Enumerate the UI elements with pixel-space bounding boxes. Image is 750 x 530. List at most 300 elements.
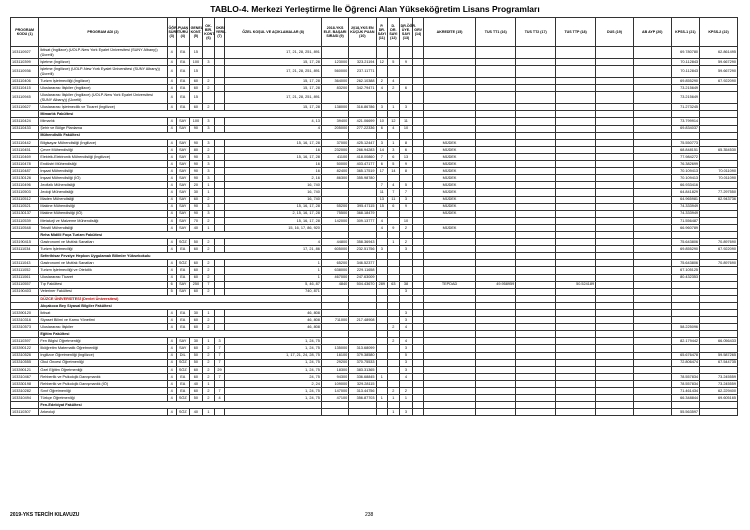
table-cell bbox=[214, 224, 225, 231]
table-cell: 37000 bbox=[321, 139, 348, 146]
table-cell: 70.897690 bbox=[700, 260, 738, 267]
table-cell bbox=[596, 85, 634, 92]
table-cell: 1 bbox=[399, 395, 413, 402]
table-cell bbox=[11, 331, 39, 338]
table-cell: 60 bbox=[189, 317, 203, 324]
table-cell: 67.544735 bbox=[700, 359, 738, 366]
table-cell: 4 bbox=[167, 139, 176, 146]
table-cell: 358.36943 bbox=[349, 239, 376, 246]
faculty-row bbox=[11, 302, 738, 309]
table-cell bbox=[423, 324, 476, 331]
table-cell bbox=[376, 380, 388, 387]
table-cell bbox=[633, 47, 671, 59]
table-row bbox=[11, 146, 738, 153]
table-cell bbox=[700, 345, 738, 352]
table-cell bbox=[349, 310, 376, 317]
table-row bbox=[11, 189, 738, 196]
table-cell bbox=[399, 267, 413, 274]
table-cell bbox=[556, 118, 596, 125]
table-cell: 15, 16, 17, 28 bbox=[225, 153, 322, 160]
table-cell bbox=[516, 182, 556, 189]
table-cell bbox=[476, 161, 516, 168]
table-cell: 7 bbox=[214, 388, 225, 395]
program-name-cell: İnşaat Mühendisliği bbox=[39, 168, 167, 175]
program-code-cell: 103310526 bbox=[11, 352, 39, 359]
table-cell: 4 bbox=[167, 246, 176, 253]
table-cell: 1 bbox=[203, 224, 215, 231]
table-row bbox=[11, 168, 738, 175]
program-name-cell: Maden Mühendisliği bbox=[39, 196, 167, 203]
table-cell: MÜDEK bbox=[423, 153, 476, 160]
table-cell bbox=[413, 153, 424, 160]
table-cell bbox=[399, 253, 413, 260]
table-cell bbox=[476, 203, 516, 210]
table-cell bbox=[413, 281, 424, 288]
table-cell bbox=[633, 352, 671, 359]
table-cell: 4 bbox=[167, 373, 176, 380]
table-cell bbox=[476, 388, 516, 395]
table-cell: 60 bbox=[189, 267, 203, 274]
table-cell: 1, 24, 75 bbox=[225, 359, 322, 366]
table-cell bbox=[214, 125, 225, 132]
table-cell bbox=[596, 388, 634, 395]
table-cell bbox=[413, 85, 424, 92]
table-cell bbox=[423, 253, 476, 260]
table-cell bbox=[556, 132, 596, 139]
table-cell bbox=[321, 310, 348, 317]
table-cell bbox=[423, 66, 476, 78]
table-cell: 2 bbox=[203, 78, 215, 85]
column-header: TUS TTP (18) bbox=[556, 18, 596, 47]
table-cell bbox=[476, 239, 516, 246]
column-header: OKBİ YERL. (7) bbox=[214, 18, 225, 47]
table-cell: 17, 21, 86 bbox=[225, 246, 322, 253]
faculty-row bbox=[11, 231, 738, 238]
table-cell: 46, 808 bbox=[225, 310, 322, 317]
table-cell: 20 bbox=[189, 182, 203, 189]
table-cell bbox=[11, 295, 39, 302]
table-cell bbox=[321, 182, 348, 189]
table-cell bbox=[633, 224, 671, 231]
table-cell: 4840 bbox=[321, 281, 348, 288]
table-cell: MÜDEK bbox=[423, 168, 476, 175]
table-cell bbox=[556, 373, 596, 380]
table-cell: 41100 bbox=[321, 153, 348, 160]
table-cell: 3 bbox=[203, 153, 215, 160]
table-cell bbox=[671, 295, 699, 302]
table-row bbox=[11, 260, 738, 267]
program-code-cell: 103390120 bbox=[11, 310, 39, 317]
table-cell bbox=[349, 302, 376, 309]
table-cell bbox=[214, 274, 225, 281]
table-cell: 4 bbox=[225, 239, 322, 246]
table-cell bbox=[700, 253, 738, 260]
table-cell bbox=[214, 310, 225, 317]
table-cell bbox=[556, 324, 596, 331]
table-cell bbox=[633, 253, 671, 260]
program-code-cell: 103110406 bbox=[11, 78, 39, 85]
table-cell bbox=[225, 409, 322, 416]
table-cell bbox=[413, 260, 424, 267]
program-name-cell: Uluslararası Ticaret bbox=[39, 274, 167, 281]
table-cell bbox=[516, 168, 556, 175]
table-cell bbox=[423, 47, 476, 59]
table-cell bbox=[423, 409, 476, 416]
table-cell bbox=[476, 267, 516, 274]
table-cell: 66.933416 bbox=[671, 182, 699, 189]
table-cell bbox=[596, 139, 634, 146]
table-cell: 15, 16, 17, 28 bbox=[225, 139, 322, 146]
program-name-cell: Bilgisayar Mühendisliği (İngilizce) bbox=[39, 139, 167, 146]
table-cell: 2 bbox=[399, 388, 413, 395]
table-cell: 7 bbox=[203, 281, 215, 288]
table-cell: 4 bbox=[399, 373, 413, 380]
program-name-cell: Jeoloji Mühendisliği bbox=[39, 189, 167, 196]
table-cell bbox=[700, 139, 738, 146]
table-cell: SÖZ bbox=[176, 366, 189, 373]
table-cell: 237.11771 bbox=[349, 66, 376, 78]
table-cell bbox=[596, 295, 634, 302]
table-cell bbox=[476, 132, 516, 139]
table-cell bbox=[596, 78, 634, 85]
program-name-cell: İşletme (İngilizce) (UOLP-New York Eyalet Üniversitesi (SUNY Albany)) (Ücretli) bbox=[39, 66, 167, 78]
table-cell: 15, 17, 28 bbox=[225, 104, 322, 111]
table-cell bbox=[596, 104, 634, 111]
table-cell: MÜDEK bbox=[423, 182, 476, 189]
program-code-cell: 103130137 bbox=[11, 210, 39, 217]
table-cell: 8 bbox=[399, 139, 413, 146]
program-code-cell: 103310573 bbox=[11, 324, 39, 331]
table-cell: 4 bbox=[167, 409, 176, 416]
table-row bbox=[11, 182, 738, 189]
table-cell bbox=[321, 47, 348, 59]
table-cell bbox=[556, 78, 596, 85]
table-cell: 1 bbox=[225, 274, 322, 281]
table-cell: 7 bbox=[376, 182, 388, 189]
table-cell: 2 bbox=[203, 288, 215, 295]
table-cell bbox=[476, 366, 516, 373]
table-cell: 370.75533 bbox=[349, 359, 376, 366]
table-cell bbox=[413, 203, 424, 210]
table-cell bbox=[671, 331, 699, 338]
table-cell bbox=[423, 118, 476, 125]
table-cell: 2 bbox=[203, 395, 215, 402]
table-cell: 64.841829 bbox=[671, 189, 699, 196]
program-code-cell: 103111052 bbox=[11, 267, 39, 274]
table-cell: 4 bbox=[376, 224, 388, 231]
table-cell: 71.273245 bbox=[671, 104, 699, 111]
table-cell bbox=[671, 310, 699, 317]
table-cell bbox=[700, 231, 738, 238]
table-cell bbox=[516, 92, 556, 104]
table-cell: TEPDAD bbox=[423, 281, 476, 288]
table-cell: 30 bbox=[189, 310, 203, 317]
table-cell bbox=[671, 253, 699, 260]
table-cell: 7 bbox=[399, 189, 413, 196]
program-code-cell: 103110945 bbox=[11, 92, 39, 104]
program-name-cell: Şehir ve Bölge Planlama bbox=[39, 125, 167, 132]
program-code-cell: 103111034 bbox=[11, 246, 39, 253]
table-cell: 467000 bbox=[321, 274, 348, 281]
table-cell: 1, 24, 75 bbox=[225, 366, 322, 373]
table-cell: 60 bbox=[189, 388, 203, 395]
table-cell: 4 bbox=[167, 224, 176, 231]
table-cell bbox=[413, 295, 424, 302]
table-cell: 1, 24, 75 bbox=[225, 345, 322, 352]
table-cell bbox=[476, 111, 516, 118]
table-cell: 2 bbox=[203, 246, 215, 253]
table-cell bbox=[476, 217, 516, 224]
program-code-cell: 103110478 bbox=[11, 161, 39, 168]
table-cell bbox=[214, 380, 225, 387]
table-cell bbox=[556, 246, 596, 253]
table-cell bbox=[633, 210, 671, 217]
table-cell: 72.806474 bbox=[671, 359, 699, 366]
table-cell: 3 bbox=[203, 175, 215, 182]
table-cell bbox=[633, 373, 671, 380]
table-cell: 82400 bbox=[321, 168, 348, 175]
table-cell: 30 bbox=[189, 189, 203, 196]
table-cell: 7 bbox=[214, 345, 225, 352]
table-cell bbox=[214, 196, 225, 203]
table-cell bbox=[671, 288, 699, 295]
table-cell: 6 bbox=[376, 125, 388, 132]
table-row bbox=[11, 388, 738, 395]
table-cell bbox=[633, 203, 671, 210]
table-cell bbox=[556, 196, 596, 203]
table-row bbox=[11, 380, 738, 387]
table-cell: 364000 bbox=[321, 78, 348, 85]
table-cell bbox=[516, 409, 556, 416]
table-cell bbox=[413, 196, 424, 203]
table-cell: 17, 21, 28, 251, 891 bbox=[225, 66, 322, 78]
table-cell bbox=[476, 246, 516, 253]
table-cell: 6 bbox=[399, 85, 413, 92]
table-cell bbox=[476, 331, 516, 338]
table-cell bbox=[556, 267, 596, 274]
table-cell bbox=[214, 47, 225, 59]
program-code-cell: 103310282 bbox=[11, 388, 39, 395]
table-cell bbox=[413, 104, 424, 111]
table-cell bbox=[516, 260, 556, 267]
table-cell: 5 bbox=[399, 352, 413, 359]
table-cell: 14 bbox=[376, 146, 388, 153]
table-cell bbox=[516, 359, 556, 366]
table-cell: 14 bbox=[388, 168, 400, 175]
program-code-cell: 103110397 bbox=[11, 338, 39, 345]
table-cell: 59.667290 bbox=[700, 59, 738, 66]
table-cell: 62.861495 bbox=[700, 47, 738, 59]
table-cell: 46, 808 bbox=[225, 317, 322, 324]
table-cell: 3 bbox=[399, 246, 413, 253]
table-cell: MÜDEK bbox=[423, 175, 476, 182]
table-cell: 78.557834 bbox=[671, 380, 699, 387]
table-cell: 71.556487 bbox=[671, 217, 699, 224]
table-cell: 70.112843 bbox=[671, 66, 699, 78]
program-code-cell: 103310467 bbox=[11, 373, 39, 380]
table-cell: 605000 bbox=[321, 246, 348, 253]
page-number: 238 bbox=[365, 512, 374, 518]
table-cell bbox=[476, 125, 516, 132]
table-cell bbox=[633, 118, 671, 125]
table-cell: 15 bbox=[189, 92, 203, 104]
faculty-name: Mimarlık Fakültesi bbox=[39, 111, 322, 118]
table-cell bbox=[413, 402, 424, 409]
table-cell bbox=[203, 92, 215, 104]
table-cell bbox=[423, 395, 476, 402]
table-cell: 15 bbox=[189, 47, 203, 59]
table-cell: 2 bbox=[388, 85, 400, 92]
table-cell: 15, 17, 28 bbox=[225, 59, 322, 66]
table-cell bbox=[556, 345, 596, 352]
table-cell: 7 bbox=[376, 153, 388, 160]
table-cell: 74.333949 bbox=[671, 203, 699, 210]
table-cell bbox=[423, 288, 476, 295]
column-header: GENEL KONT. (5) bbox=[189, 18, 203, 47]
table-cell bbox=[516, 189, 556, 196]
table-cell: 60 bbox=[189, 345, 203, 352]
table-cell: 142000 bbox=[321, 217, 348, 224]
table-cell: 2 bbox=[388, 388, 400, 395]
table-row bbox=[11, 345, 738, 352]
table-cell bbox=[376, 302, 388, 309]
table-cell: 70.897690 bbox=[700, 239, 738, 246]
table-cell bbox=[476, 153, 516, 160]
table-cell bbox=[388, 175, 400, 182]
table-cell bbox=[349, 295, 376, 302]
program-name-cell: Rehberlik ve Psikolojik Danışmanlık (İÖ) bbox=[39, 380, 167, 387]
table-cell bbox=[516, 203, 556, 210]
program-code-cell: 103330198 bbox=[11, 380, 39, 387]
table-cell: MÜDEK bbox=[423, 203, 476, 210]
table-cell bbox=[413, 331, 424, 338]
table-cell bbox=[596, 246, 634, 253]
table-cell: 3 bbox=[376, 246, 388, 253]
table-cell: 4 bbox=[167, 267, 176, 274]
column-header: AKREDİTE (15) bbox=[423, 18, 476, 47]
table-cell: SÖZ bbox=[176, 239, 189, 246]
program-name-cell: Tıp Fakültesi bbox=[39, 281, 167, 288]
table-cell bbox=[423, 274, 476, 281]
table-cell bbox=[376, 352, 388, 359]
program-name-cell: Çevre Mühendisliği bbox=[39, 146, 167, 153]
table-cell bbox=[700, 366, 738, 373]
table-cell bbox=[376, 231, 388, 238]
table-cell bbox=[633, 59, 671, 66]
table-cell: 504.43670 bbox=[349, 281, 376, 288]
table-cell bbox=[556, 104, 596, 111]
table-cell: 16, 740 bbox=[225, 189, 322, 196]
table-cell bbox=[214, 92, 225, 104]
table-cell: 2 bbox=[203, 345, 215, 352]
table-cell: 3 bbox=[399, 345, 413, 352]
table-row bbox=[11, 338, 738, 345]
table-cell bbox=[516, 132, 556, 139]
table-cell: 289 bbox=[376, 281, 388, 288]
table-cell: 4 bbox=[214, 395, 225, 402]
table-cell: EA bbox=[176, 47, 189, 59]
table-cell bbox=[423, 373, 476, 380]
program-name-cell: Elektrik-Elektronik Mühendisliği (İngilizce) bbox=[39, 153, 167, 160]
table-cell bbox=[516, 331, 556, 338]
table-cell bbox=[596, 352, 634, 359]
program-code-cell: 103110496 bbox=[11, 182, 39, 189]
table-cell: 4 bbox=[167, 153, 176, 160]
column-header: 2018-YKS EN KÜÇÜK PUAN (10) bbox=[349, 18, 376, 47]
table-cell bbox=[633, 175, 671, 182]
table-cell: MÜDEK bbox=[423, 196, 476, 203]
table-cell: 3 bbox=[399, 104, 413, 111]
table-cell bbox=[214, 210, 225, 217]
table-cell: 4 bbox=[167, 310, 176, 317]
column-header: TUS TT1 (16) bbox=[476, 18, 516, 47]
table-cell: 60 bbox=[189, 324, 203, 331]
table-cell: 3 bbox=[399, 317, 413, 324]
table-cell: 80.432353 bbox=[671, 274, 699, 281]
table-cell bbox=[388, 352, 400, 359]
table-cell: 1 bbox=[376, 373, 388, 380]
table-cell: 4 bbox=[167, 47, 176, 59]
table-cell: 64.965981 bbox=[671, 196, 699, 203]
table-cell: EA bbox=[176, 85, 189, 92]
table-cell: 50000 bbox=[321, 161, 348, 168]
table-cell: 70.011090 bbox=[700, 168, 738, 175]
table-cell bbox=[556, 47, 596, 59]
table-row bbox=[11, 125, 738, 132]
table-cell bbox=[349, 132, 376, 139]
table-cell: 4 bbox=[167, 366, 176, 373]
table-cell: 2 bbox=[388, 338, 400, 345]
table-cell bbox=[376, 409, 388, 416]
program-code-cell: 103310555 bbox=[11, 359, 39, 366]
table-cell bbox=[516, 253, 556, 260]
table-cell bbox=[349, 196, 376, 203]
table-cell bbox=[476, 92, 516, 104]
table-cell bbox=[633, 146, 671, 153]
table-cell: 2 bbox=[203, 239, 215, 246]
table-cell bbox=[413, 359, 424, 366]
table-cell: 4 bbox=[167, 359, 176, 366]
table-cell: 73.215649 bbox=[671, 92, 699, 104]
table-cell bbox=[476, 224, 516, 231]
table-cell bbox=[376, 338, 388, 345]
table-cell bbox=[399, 92, 413, 104]
table-cell bbox=[516, 295, 556, 302]
program-code-cell: 103110512 bbox=[11, 196, 39, 203]
table-cell: 16, 740 bbox=[225, 182, 322, 189]
table-cell bbox=[399, 111, 413, 118]
table-cell bbox=[214, 203, 225, 210]
table-cell: 1 bbox=[203, 409, 215, 416]
table-row bbox=[11, 175, 738, 182]
table-cell: 4 bbox=[167, 345, 176, 352]
table-cell: 383.31365 bbox=[349, 366, 376, 373]
table-cell bbox=[596, 317, 634, 324]
table-row bbox=[11, 78, 738, 85]
table-cell: 229.11658 bbox=[349, 267, 376, 274]
table-cell bbox=[556, 146, 596, 153]
table-cell bbox=[214, 239, 225, 246]
table-cell bbox=[388, 345, 400, 352]
table-cell bbox=[321, 132, 348, 139]
table-cell: SAY bbox=[176, 196, 189, 203]
table-cell bbox=[596, 203, 634, 210]
table-cell: MÜDEK bbox=[423, 224, 476, 231]
table-cell bbox=[413, 125, 424, 132]
table-cell: 2 bbox=[203, 196, 215, 203]
program-name-cell: İngilizce Öğretmenliği (İngilizce) bbox=[39, 352, 167, 359]
table-cell: 29 bbox=[214, 366, 225, 373]
